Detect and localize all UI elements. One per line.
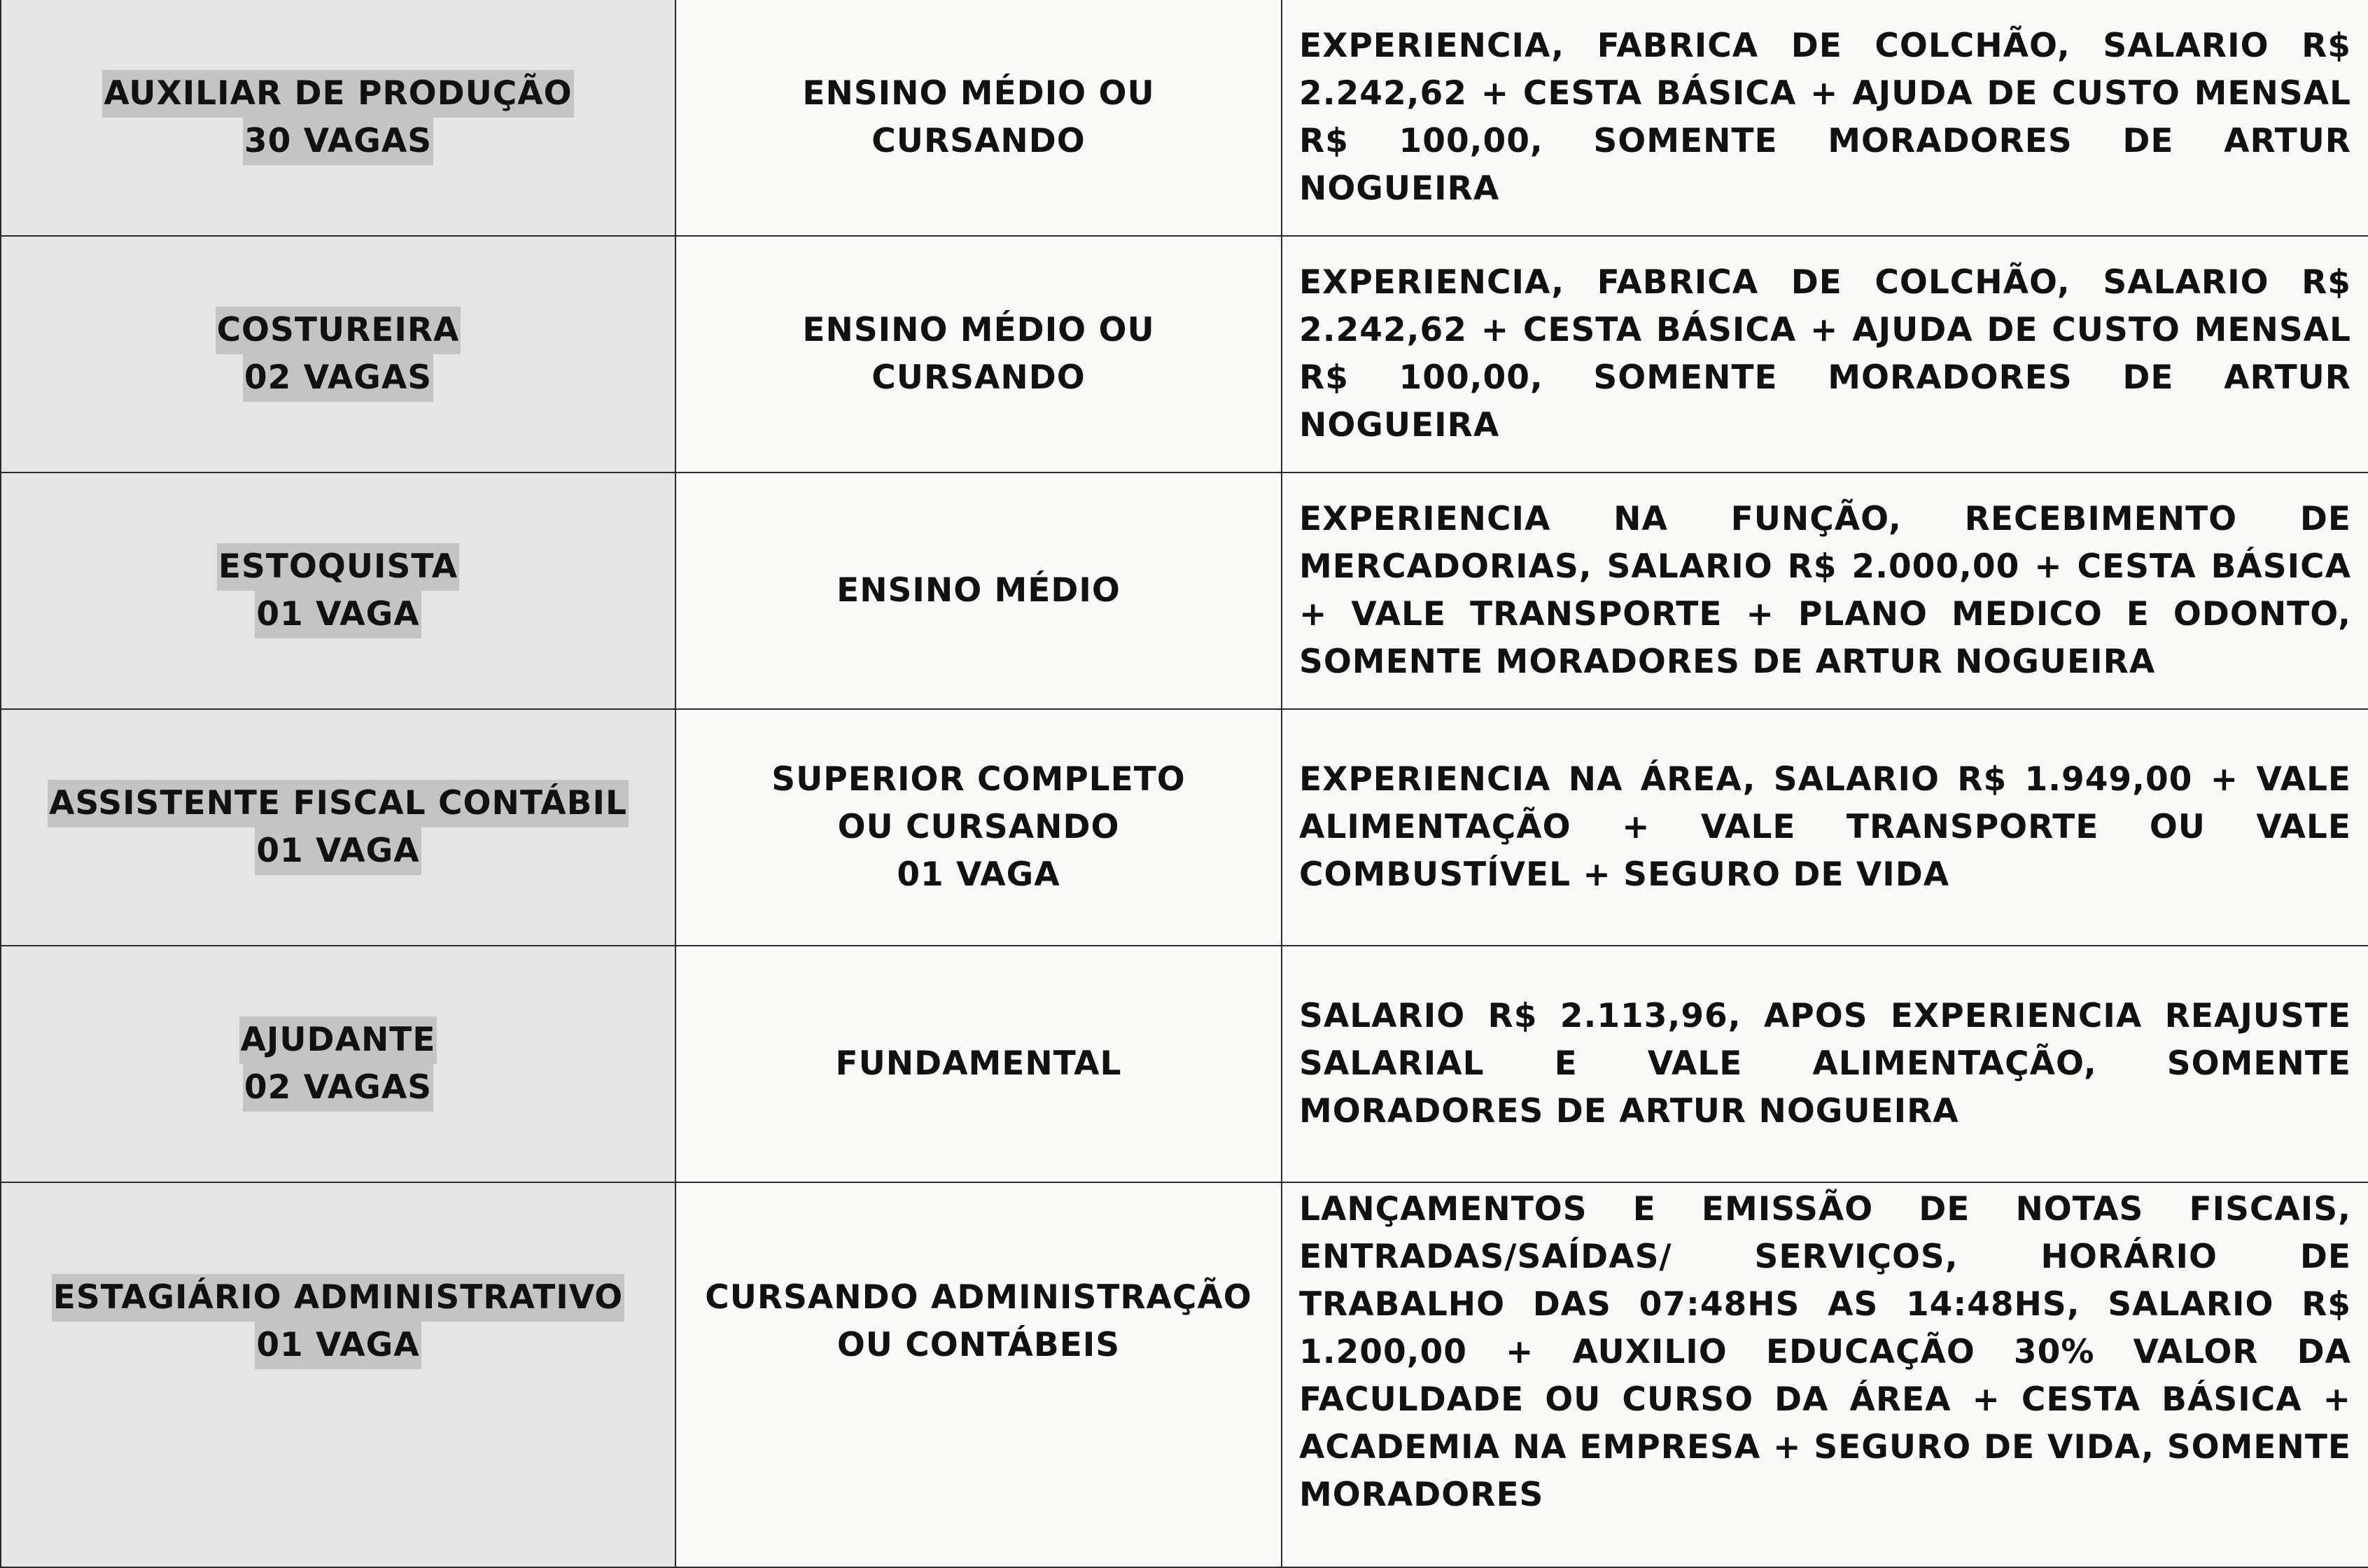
job-role-cell xyxy=(1,1182,675,1567)
education-line: SUPERIOR COMPLETO xyxy=(771,760,1186,799)
education-line: OU CURSANDO xyxy=(837,808,1120,846)
table-row xyxy=(1,946,2368,1182)
job-role-cell xyxy=(1,946,675,1182)
education-cell xyxy=(675,1182,1282,1567)
education-line: OU CONTÁBEIS xyxy=(836,1326,1121,1364)
job-vacancies: 02 VAGAS xyxy=(243,354,433,402)
description-cell: EXPERIENCIA NA ÁREA, SALARIO R$ 1.949,00 + VALE ALIMENTAÇÃO + VALE TRANSPORTE OU VALE COMBUSTÍVEL + SEGURO DE VIDA xyxy=(1282,709,2368,946)
job-title: ESTOQUISTA xyxy=(217,543,459,591)
education-line: ENSINO MÉDIO xyxy=(836,571,1121,610)
description-cell: EXPERIENCIA NA FUNÇÃO, RECEBIMENTO DE MERCADORIAS, SALARIO R$ 2.000,00 + CESTA BÁSICA + VALE TRANSPORTE + PLANO MEDICO E ODONTO, SOMENTE MORADORES DE ARTUR NOGUEIRA xyxy=(1282,472,2368,709)
job-role-cell xyxy=(1,709,675,946)
education-line: CURSANDO xyxy=(871,122,1086,160)
job-vacancies: 02 VAGAS xyxy=(243,1064,433,1112)
table-row xyxy=(1,1182,2368,1567)
education-line: FUNDAMENTAL xyxy=(835,1044,1122,1083)
job-title: ASSISTENTE FISCAL CONTÁBIL xyxy=(48,780,629,827)
table-row xyxy=(1,709,2368,946)
education-line: CURSANDO xyxy=(871,358,1086,397)
table-row xyxy=(1,0,2368,236)
job-vacancies: 01 VAGA xyxy=(255,591,421,638)
education-line: 01 VAGA xyxy=(897,855,1060,894)
education-cell xyxy=(675,0,1282,236)
job-vacancies: 30 VAGAS xyxy=(243,118,433,165)
education-line: ENSINO MÉDIO OU xyxy=(802,311,1155,349)
description-cell: EXPERIENCIA, FABRICA DE COLCHÃO, SALARIO R$ 2.242,62 + CESTA BÁSICA + AJUDA DE CUSTO MENSAL R$ 100,00, SOMENTE MORADORES DE ARTUR NOGUEIRA xyxy=(1282,0,2368,236)
education-line: ENSINO MÉDIO OU xyxy=(802,74,1155,113)
education-cell xyxy=(675,236,1282,472)
job-vacancies: 01 VAGA xyxy=(255,827,421,875)
table-row xyxy=(1,472,2368,709)
education-cell xyxy=(675,472,1282,709)
job-title: AUXILIAR DE PRODUÇÃO xyxy=(102,70,573,118)
description-cell: LANÇAMENTOS E EMISSÃO DE NOTAS FISCAIS, ENTRADAS/SAÍDAS/ SERVIÇOS, HORÁRIO DE TRABALHO DAS 07:48HS AS 14:48HS, SALARIO R$ 1.200,00 + AUXILIO EDUCAÇÃO 30% VALOR DA FACULDADE OU CURSO DA ÁREA + CESTA BÁSICA + ACADEMIA NA EMPRESA + SEGURO DE VIDA, SOMENTE MORADORES xyxy=(1282,1182,2368,1567)
job-title: COSTUREIRA xyxy=(216,307,461,354)
job-title: ESTAGIÁRIO ADMINISTRATIVO xyxy=(52,1274,625,1322)
education-cell xyxy=(675,709,1282,946)
job-role-cell xyxy=(1,236,675,472)
job-vacancies: 01 VAGA xyxy=(255,1322,421,1369)
table-row xyxy=(1,236,2368,472)
education-line: CURSANDO ADMINISTRAÇÃO xyxy=(705,1278,1252,1317)
job-title: AJUDANTE xyxy=(239,1016,437,1064)
description-cell: EXPERIENCIA, FABRICA DE COLCHÃO, SALARIO R$ 2.242,62 + CESTA BÁSICA + AJUDA DE CUSTO MENSAL R$ 100,00, SOMENTE MORADORES DE ARTUR NOGUEIRA xyxy=(1282,236,2368,472)
description-cell: SALARIO R$ 2.113,96, APOS EXPERIENCIA REAJUSTE SALARIAL E VALE ALIMENTAÇÃO, SOMENTE MORADORES DE ARTUR NOGUEIRA xyxy=(1282,946,2368,1182)
education-cell xyxy=(675,946,1282,1182)
job-role-cell xyxy=(1,0,675,236)
job-role-cell xyxy=(1,472,675,709)
